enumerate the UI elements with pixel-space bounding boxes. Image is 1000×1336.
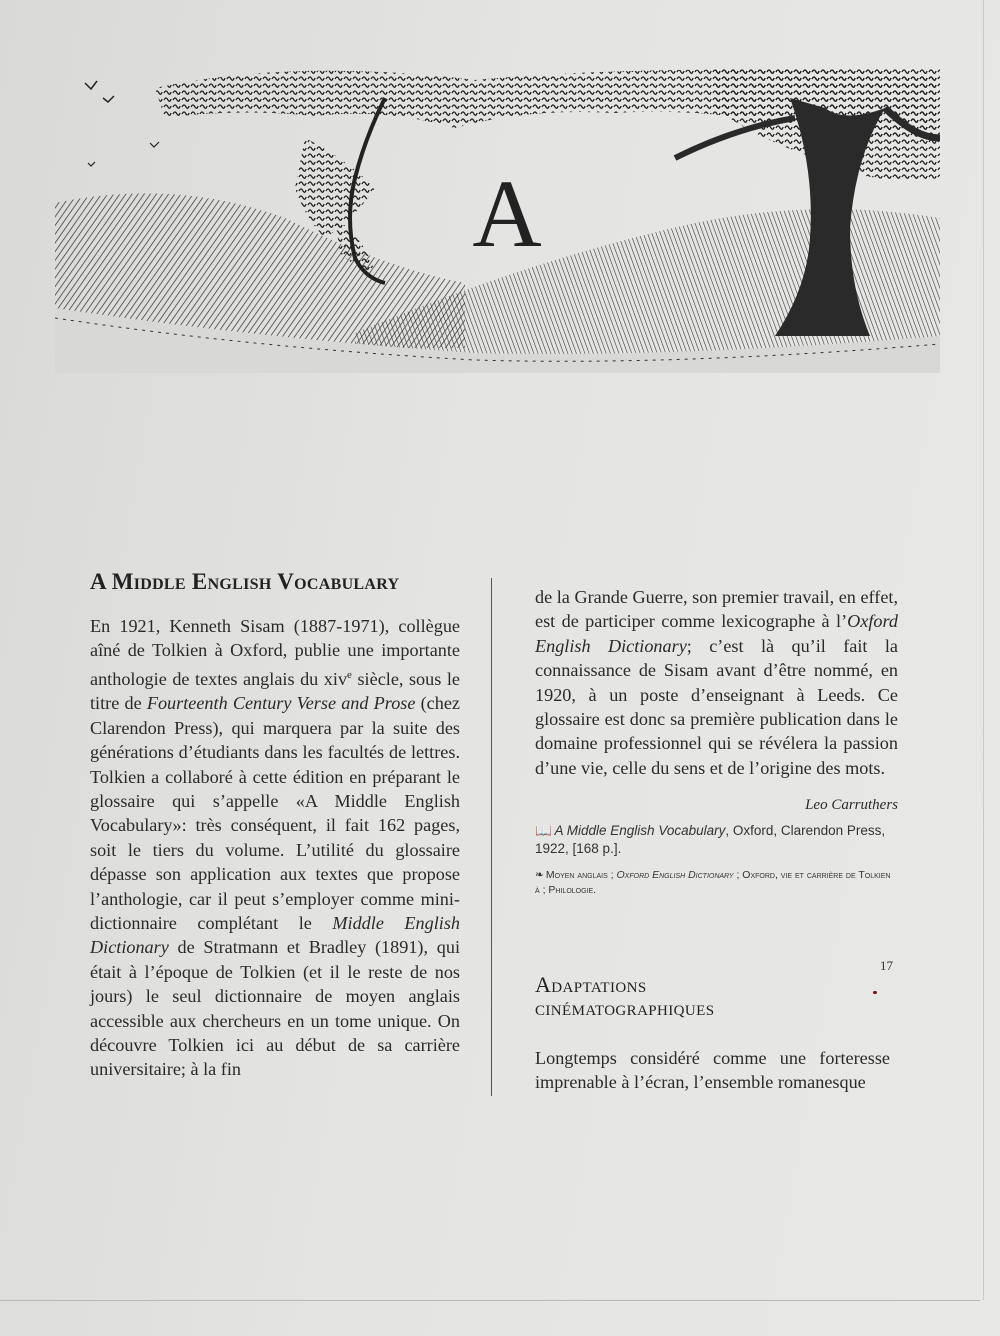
article2-paragraph-container bbox=[535, 1046, 890, 1095]
leaf-arrow-icon: ❧ bbox=[535, 869, 546, 882]
text-run: En 1921, Kenneth Sisam (1887-1971), collègue aîné de Tolkien à Oxford, publie une importante anthologie de textes anglais du xiv bbox=[90, 616, 460, 689]
text-run: Middle English Dictionary bbox=[90, 912, 460, 958]
article-paragraph-left bbox=[90, 614, 460, 1082]
text-run: (chez Clarendon Press), qui marquera par la suite des générations d’étudiants dans les facultés de lettres. Tolkien a collaboré à cette édition en préparant le glossaire qui s’appelle «A Middle English Vocabulary»: très conséquent, il fait 162 pages, soit le tiers du volume. L’utilité du glossaire dépasse son application aux textes que propose l’anthologie, car il peut s’employer comme mini-dictionnaire complétant le bbox=[90, 693, 460, 933]
see-also-references bbox=[535, 868, 898, 898]
bibliography-text bbox=[535, 823, 885, 856]
article2-title-line2: cinématographiques bbox=[535, 995, 715, 1020]
bibliography-entry bbox=[535, 822, 898, 858]
text-run: siècle, sous le titre de bbox=[90, 668, 460, 714]
text-run: Oxford English Dictionary bbox=[535, 611, 898, 656]
see-also-text bbox=[535, 869, 890, 896]
text-run: ; Oxford, vie et carrière de Tolkien à ; Philologie. bbox=[535, 869, 891, 897]
text-run: Fourteenth Century Verse and Prose bbox=[146, 693, 416, 714]
text-run: Oxford English Dictionary bbox=[616, 869, 734, 882]
text-run: , Oxford, Clarendon Press, 1922, [168 p.]. bbox=[535, 823, 886, 857]
page-number: 17 bbox=[880, 958, 893, 973]
article2-title bbox=[535, 973, 898, 1019]
article-paragraph-right bbox=[535, 585, 898, 780]
page-bottom-edge bbox=[0, 1300, 980, 1301]
text-run: ; c’est là qu’il fait la connaissance de Sisam avant d’être nommé, en 1920, à un poste d’enseignant à Leeds. Ce glossaire est donc sa première publication dans le domaine professionnel qui se révélera la passion d’une vie, celle du sens et de l’origine des mots. bbox=[535, 635, 898, 778]
text-run: de Stratmann et Bradley (1891), qui était à l’époque de Tolkien (et il le reste de nos jours) le seul dictionnaire de moyen anglais accessible aux chercheurs en un tome unique. On découvre Tolkien ici au début de sa carrière universitaire; à la fin bbox=[90, 937, 460, 1080]
right-column bbox=[535, 585, 898, 898]
article2-title-line1: Adaptations bbox=[535, 972, 647, 997]
text-run: e bbox=[347, 668, 352, 681]
text-run: A Middle English Vocabulary bbox=[554, 823, 726, 839]
article-author: Leo Carruthers bbox=[805, 797, 898, 814]
section-letter: A bbox=[472, 160, 542, 267]
book-icon: 📖 bbox=[535, 823, 555, 839]
article2-paragraph: Longtemps considéré comme une forteresse imprenable à l’écran, l’ensemble romanesque bbox=[535, 1048, 890, 1093]
page-right-edge bbox=[983, 0, 984, 1300]
text-run: Moyen anglais ; bbox=[545, 869, 617, 882]
column-divider bbox=[491, 578, 492, 1096]
ink-speck bbox=[873, 991, 877, 994]
article-title: A Middle English Vocabulary bbox=[90, 569, 400, 594]
left-column bbox=[90, 568, 460, 1082]
text-run: de la Grande Guerre, son premier travail, en effet, est de participer comme lexicographe à l’ bbox=[535, 587, 898, 632]
